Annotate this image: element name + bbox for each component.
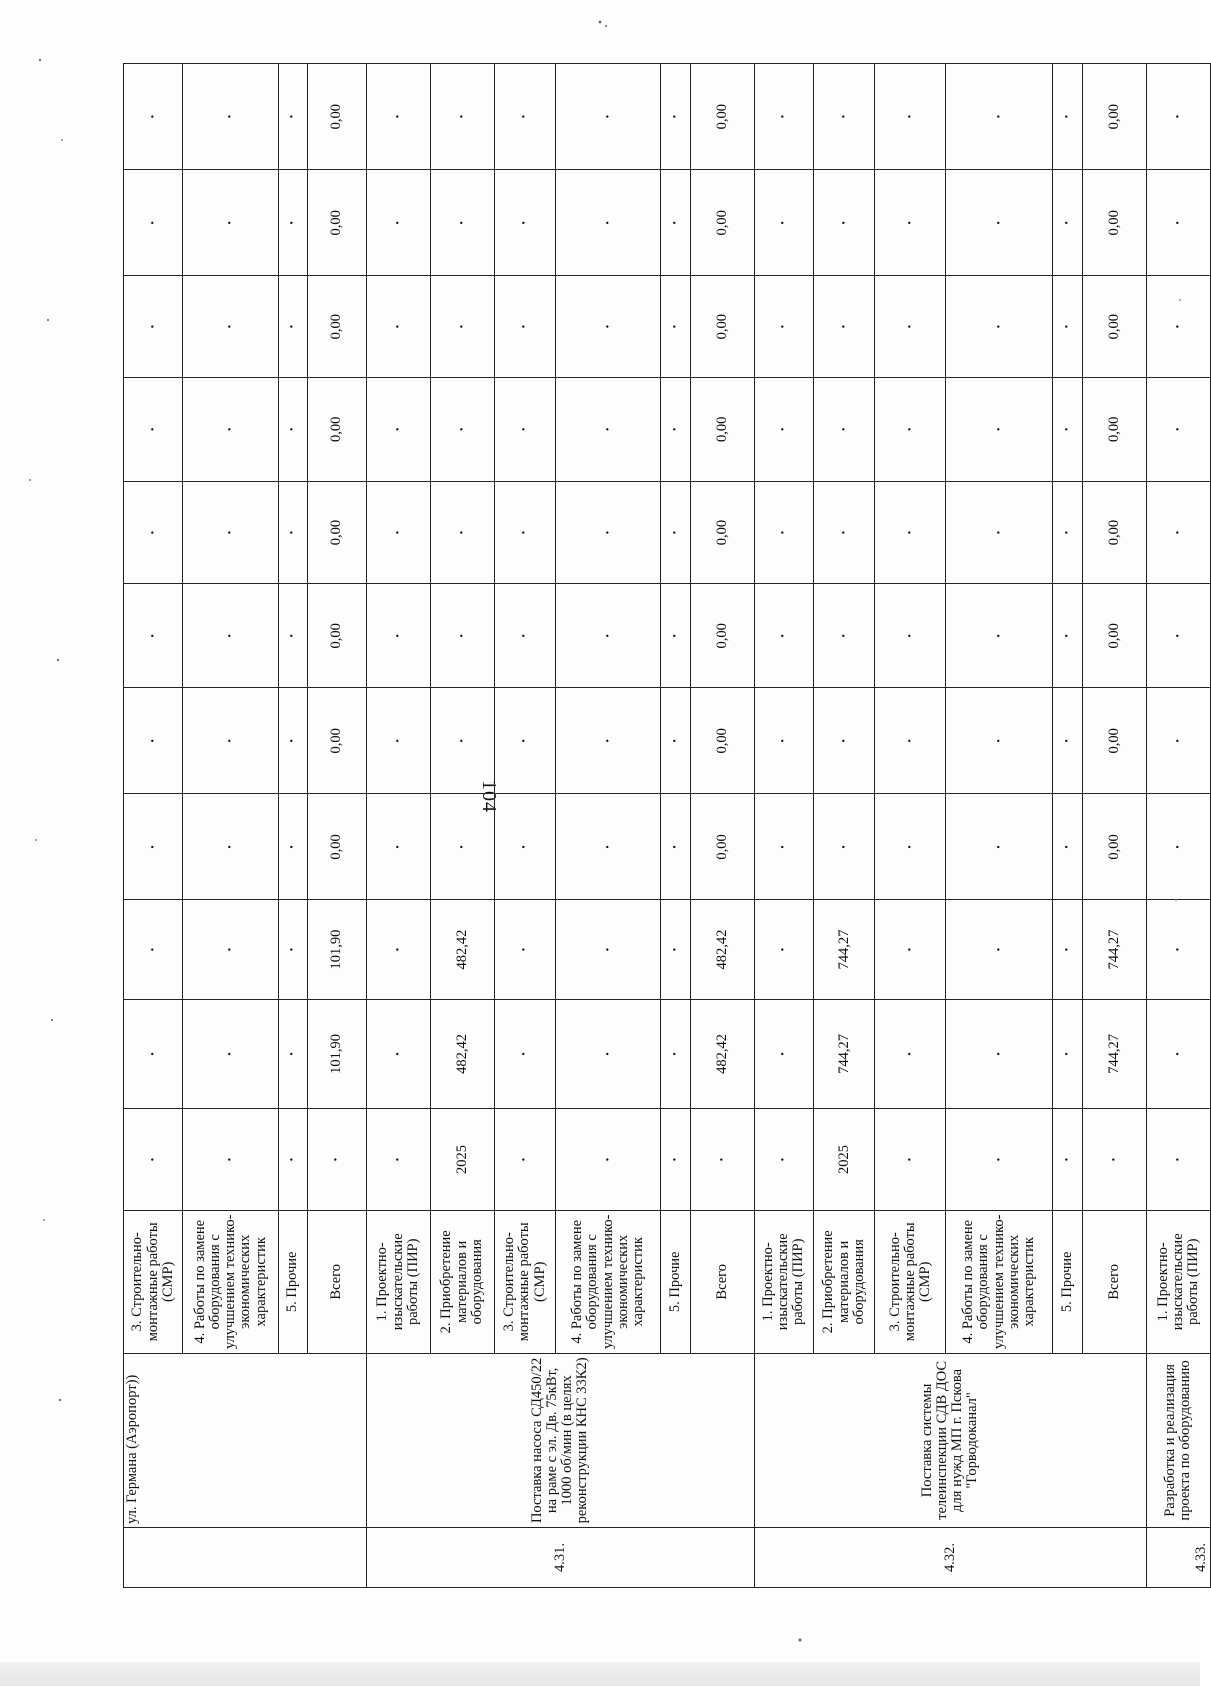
value-cell: 0,00 xyxy=(307,584,366,688)
value-cell xyxy=(279,584,308,688)
value-cell xyxy=(875,794,946,900)
value-cell xyxy=(279,688,308,794)
work-type-cell: Всего xyxy=(1083,1210,1147,1353)
value-cell xyxy=(1146,900,1210,999)
value-cell xyxy=(946,584,1053,688)
value-cell xyxy=(813,794,875,900)
year-cell: 2025 xyxy=(430,1109,494,1211)
value-cell xyxy=(494,377,556,481)
value-cell xyxy=(1146,377,1210,481)
value-cell: 0,00 xyxy=(690,64,754,170)
work-type-cell: 2. Приобретение материалов и оборудования xyxy=(430,1210,494,1353)
value-cell xyxy=(494,170,556,276)
value-cell xyxy=(430,276,494,378)
table-row xyxy=(754,64,813,1588)
value-cell xyxy=(556,64,661,170)
work-type-cell: 5. Прочие xyxy=(279,1210,308,1353)
value-cell xyxy=(556,900,661,999)
value-cell xyxy=(494,999,556,1109)
year-cell: 2025 xyxy=(813,1109,875,1211)
value-cell xyxy=(813,584,875,688)
value-cell xyxy=(661,276,691,378)
work-type-cell: 1. Проектно-изыскательские работы (ПИР) xyxy=(1146,1210,1210,1353)
value-cell xyxy=(1053,688,1083,794)
value-cell xyxy=(1053,276,1083,378)
value-cell: 0,00 xyxy=(307,794,366,900)
object-name-cell: Разработка и реализация проекта по оборудованию xyxy=(1146,1353,1210,1527)
value-cell: 0,00 xyxy=(690,481,754,584)
value-cell: 0,00 xyxy=(690,584,754,688)
value-cell: 744,27 xyxy=(1083,900,1147,999)
value-cell: 0,00 xyxy=(690,377,754,481)
value-cell xyxy=(946,170,1053,276)
work-type-cell: 5. Прочие xyxy=(661,1210,691,1353)
value-cell xyxy=(366,584,430,688)
value-cell xyxy=(875,999,946,1109)
value-cell xyxy=(813,276,875,378)
work-type-cell: 3. Строительно-монтажные работы (СМР) xyxy=(494,1210,556,1353)
year-cell xyxy=(494,1109,556,1211)
value-cell: 482,42 xyxy=(430,900,494,999)
work-type-cell: 4. Работы по замене оборудования с улучшением технико-экономических характеристик xyxy=(556,1210,661,1353)
value-cell: 0,00 xyxy=(1083,584,1147,688)
value-cell xyxy=(1053,377,1083,481)
value-cell xyxy=(813,170,875,276)
value-cell xyxy=(754,999,813,1109)
value-cell xyxy=(946,900,1053,999)
value-cell xyxy=(430,64,494,170)
value-cell xyxy=(1146,170,1210,276)
value-cell xyxy=(1053,481,1083,584)
value-cell: 482,42 xyxy=(430,999,494,1109)
value-cell xyxy=(1146,999,1210,1109)
year-cell xyxy=(366,1109,430,1211)
value-cell xyxy=(494,64,556,170)
value-cell xyxy=(494,584,556,688)
year-cell xyxy=(124,1109,183,1211)
value-cell xyxy=(494,688,556,794)
value-cell xyxy=(1053,170,1083,276)
value-cell xyxy=(1053,64,1083,170)
value-cell xyxy=(661,688,691,794)
value-cell xyxy=(875,481,946,584)
rotated-table-wrapper xyxy=(123,63,1211,1588)
work-type-cell: 1. Проектно-изыскательские работы (ПИР) xyxy=(754,1210,813,1353)
value-cell xyxy=(124,999,183,1109)
value-cell xyxy=(875,170,946,276)
value-cell xyxy=(494,276,556,378)
value-cell xyxy=(279,276,308,378)
value-cell xyxy=(183,276,279,378)
value-cell xyxy=(556,276,661,378)
year-cell xyxy=(946,1109,1053,1211)
value-cell xyxy=(430,377,494,481)
value-cell xyxy=(366,794,430,900)
value-cell xyxy=(754,688,813,794)
value-cell xyxy=(946,688,1053,794)
value-cell xyxy=(183,377,279,481)
work-type-cell: 4. Работы по замене оборудования с улучшением технико-экономических характеристик xyxy=(946,1210,1053,1353)
value-cell xyxy=(183,170,279,276)
value-cell: 744,27 xyxy=(813,900,875,999)
work-type-cell: 5. Прочие xyxy=(1053,1210,1083,1353)
value-cell xyxy=(124,794,183,900)
work-type-cell: Всего xyxy=(307,1210,366,1353)
value-cell: 744,27 xyxy=(813,999,875,1109)
object-name-cell: Поставка системы телеинспекции СДВ ДОС для нужд МП г. Пскова "Горводоканал" xyxy=(754,1353,1146,1527)
value-cell xyxy=(813,481,875,584)
value-cell xyxy=(754,276,813,378)
value-cell xyxy=(556,999,661,1109)
value-cell xyxy=(279,481,308,584)
value-cell xyxy=(366,64,430,170)
value-cell xyxy=(754,900,813,999)
value-cell xyxy=(124,688,183,794)
value-cell xyxy=(183,584,279,688)
value-cell xyxy=(366,481,430,584)
value-cell: 0,00 xyxy=(307,377,366,481)
work-type-cell: 1. Проектно-изыскательские работы (ПИР) xyxy=(366,1210,430,1353)
value-cell xyxy=(946,276,1053,378)
year-cell xyxy=(307,1109,366,1211)
value-cell xyxy=(661,64,691,170)
value-cell xyxy=(1053,999,1083,1109)
value-cell: 0,00 xyxy=(1083,481,1147,584)
value-cell xyxy=(124,276,183,378)
year-cell xyxy=(183,1109,279,1211)
value-cell xyxy=(754,170,813,276)
year-cell xyxy=(556,1109,661,1211)
value-cell: 101,90 xyxy=(307,999,366,1109)
page-number: 104 xyxy=(478,780,500,813)
value-cell xyxy=(946,64,1053,170)
value-cell xyxy=(946,481,1053,584)
value-cell: 101,90 xyxy=(307,900,366,999)
value-cell xyxy=(1053,584,1083,688)
value-cell xyxy=(1146,64,1210,170)
value-cell xyxy=(1146,688,1210,794)
year-cell xyxy=(279,1109,308,1211)
value-cell xyxy=(556,688,661,794)
value-cell xyxy=(1146,276,1210,378)
year-cell xyxy=(1146,1109,1210,1211)
value-cell xyxy=(1146,584,1210,688)
year-cell xyxy=(690,1109,754,1211)
table-row xyxy=(124,64,183,1588)
table-row xyxy=(1146,64,1210,1588)
value-cell xyxy=(366,900,430,999)
year-cell xyxy=(661,1109,691,1211)
value-cell xyxy=(661,794,691,900)
value-cell xyxy=(946,999,1053,1109)
value-cell xyxy=(430,688,494,794)
value-cell: 0,00 xyxy=(307,276,366,378)
value-cell xyxy=(875,688,946,794)
value-cell xyxy=(661,900,691,999)
year-cell xyxy=(1083,1109,1147,1211)
value-cell xyxy=(279,377,308,481)
value-cell xyxy=(494,794,556,900)
value-cell xyxy=(661,584,691,688)
object-number-cell: 4.33. xyxy=(1146,1528,1210,1588)
value-cell xyxy=(556,794,661,900)
value-cell xyxy=(183,64,279,170)
value-cell: 0,00 xyxy=(1083,794,1147,900)
value-cell xyxy=(279,794,308,900)
value-cell xyxy=(183,900,279,999)
value-cell xyxy=(124,584,183,688)
value-cell xyxy=(279,64,308,170)
value-cell: 482,42 xyxy=(690,900,754,999)
value-cell: 0,00 xyxy=(690,276,754,378)
value-cell: 0,00 xyxy=(307,64,366,170)
value-cell xyxy=(556,481,661,584)
value-cell xyxy=(754,481,813,584)
value-cell xyxy=(183,688,279,794)
value-cell xyxy=(661,481,691,584)
value-cell xyxy=(661,999,691,1109)
value-cell xyxy=(494,900,556,999)
table-row xyxy=(366,64,430,1588)
value-cell: 0,00 xyxy=(1083,64,1147,170)
value-cell xyxy=(124,900,183,999)
year-cell xyxy=(754,1109,813,1211)
value-cell xyxy=(813,688,875,794)
object-name-cell: Поставка насоса СД450/22 на раме с эл. Дв. 75кВт, 1000 об/мин (в целях реконструкции КНС 33К2) xyxy=(366,1353,754,1527)
value-cell: 0,00 xyxy=(1083,377,1147,481)
value-cell xyxy=(279,170,308,276)
value-cell xyxy=(556,584,661,688)
value-cell xyxy=(946,794,1053,900)
value-cell xyxy=(183,999,279,1109)
value-cell xyxy=(875,276,946,378)
value-cell xyxy=(661,377,691,481)
value-cell xyxy=(1146,481,1210,584)
value-cell xyxy=(430,170,494,276)
value-cell xyxy=(366,170,430,276)
value-cell xyxy=(556,170,661,276)
value-cell xyxy=(366,276,430,378)
value-cell xyxy=(366,999,430,1109)
value-cell xyxy=(279,900,308,999)
object-name-cell: ул. Германа (Аэропорт)) xyxy=(124,1353,367,1527)
work-type-cell: 3. Строительно-монтажные работы (СМР) xyxy=(875,1210,946,1353)
value-cell: 0,00 xyxy=(1083,688,1147,794)
work-type-cell: 4. Работы по замене оборудования с улучшением технико-экономических характеристик xyxy=(183,1210,279,1353)
value-cell xyxy=(754,794,813,900)
value-cell xyxy=(366,377,430,481)
value-cell: 744,27 xyxy=(1083,999,1147,1109)
value-cell xyxy=(124,170,183,276)
value-cell xyxy=(1053,900,1083,999)
work-type-cell: 2. Приобретение материалов и оборудования xyxy=(813,1210,875,1353)
value-cell xyxy=(813,377,875,481)
value-cell: 0,00 xyxy=(690,688,754,794)
investment-table xyxy=(123,63,1211,1588)
value-cell xyxy=(494,481,556,584)
value-cell: 0,00 xyxy=(307,688,366,794)
value-cell xyxy=(430,481,494,584)
value-cell xyxy=(430,794,494,900)
value-cell xyxy=(183,794,279,900)
value-cell xyxy=(1146,794,1210,900)
value-cell xyxy=(556,377,661,481)
value-cell xyxy=(754,377,813,481)
work-type-cell: 3. Строительно-монтажные работы (СМР) xyxy=(124,1210,183,1353)
object-number-cell: 4.32. xyxy=(754,1528,1146,1588)
value-cell xyxy=(875,900,946,999)
value-cell xyxy=(124,481,183,584)
object-number-cell xyxy=(124,1528,367,1588)
value-cell xyxy=(754,64,813,170)
value-cell xyxy=(430,584,494,688)
value-cell xyxy=(875,64,946,170)
year-cell xyxy=(1053,1109,1083,1211)
value-cell: 0,00 xyxy=(1083,276,1147,378)
value-cell xyxy=(124,64,183,170)
value-cell: 0,00 xyxy=(690,170,754,276)
year-cell xyxy=(875,1109,946,1211)
value-cell xyxy=(183,481,279,584)
object-number-cell: 4.31. xyxy=(366,1528,754,1588)
value-cell: 0,00 xyxy=(307,170,366,276)
value-cell xyxy=(366,688,430,794)
work-type-cell: Всего xyxy=(690,1210,754,1353)
value-cell xyxy=(661,170,691,276)
value-cell: 0,00 xyxy=(1083,170,1147,276)
value-cell xyxy=(124,377,183,481)
value-cell xyxy=(875,584,946,688)
value-cell xyxy=(946,377,1053,481)
value-cell xyxy=(279,999,308,1109)
value-cell xyxy=(813,64,875,170)
value-cell xyxy=(1053,794,1083,900)
value-cell: 0,00 xyxy=(307,481,366,584)
value-cell: 0,00 xyxy=(690,794,754,900)
value-cell xyxy=(754,584,813,688)
value-cell xyxy=(875,377,946,481)
value-cell: 482,42 xyxy=(690,999,754,1109)
scan-edge xyxy=(0,1662,1200,1686)
